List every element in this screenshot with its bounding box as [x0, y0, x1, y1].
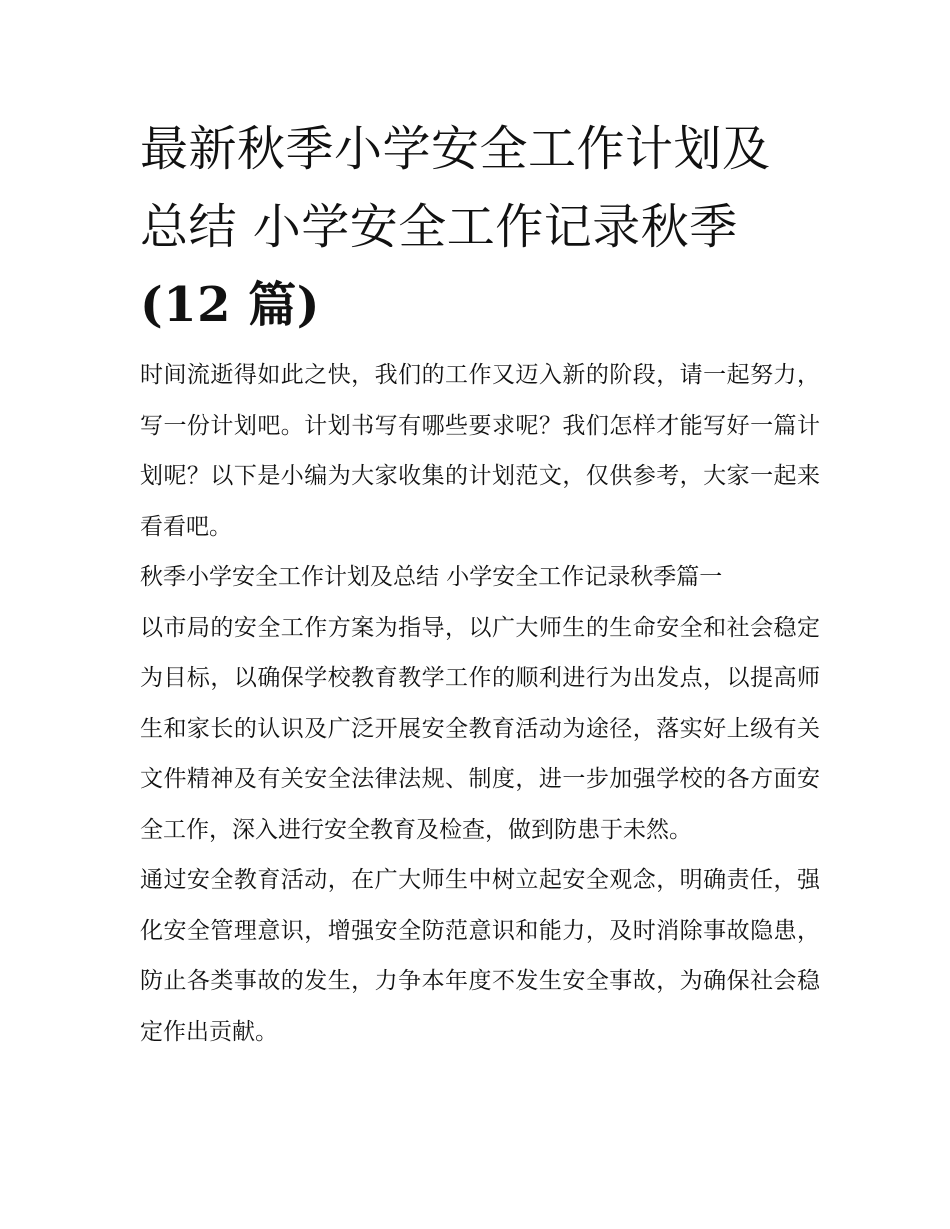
document-content	[140, 110, 820, 1057]
body-paragraph-1: 以市局的安全工作方案为指导，以广大师生的生命安全和社会稳定为目标，以确保学校教育教学工作的顺利进行为出发点，以提高师生和家长的认识及广泛开展安全教育活动为途径，落实好上级有关文件精神及有关安全法律法规、制度，进一步加强学校的各方面安全工作，深入进行安全教育及检查，做到防患于未然。	[140, 614, 820, 843]
title-line-2: 总结 小学安全工作记录秋季	[140, 199, 738, 255]
document-title	[140, 110, 820, 344]
intro-paragraph: 时间流逝得如此之快，我们的工作又迈入新的阶段，请一起努力，写一份计划吧。计划书写有哪些要求呢？我们怎样才能写好一篇计划呢？以下是小编为大家收集的计划范文，仅供参考，大家一起来看看吧。	[140, 362, 820, 540]
section-heading: 秋季小学安全工作计划及总结 小学安全工作记录秋季篇一	[140, 564, 723, 590]
title-line-1: 最新秋季小学安全工作计划及	[140, 121, 771, 177]
body-paragraph-2: 通过安全教育活动，在广大师生中树立起安全观念，明确责任，强化安全管理意识，增强安全防范意识和能力，及时消除事故隐患，防止各类事故的发生，力争本年度不发生安全事故，为确保社会稳定作出贡献。	[140, 867, 820, 1045]
title-line-3: (12 篇)	[140, 277, 320, 333]
